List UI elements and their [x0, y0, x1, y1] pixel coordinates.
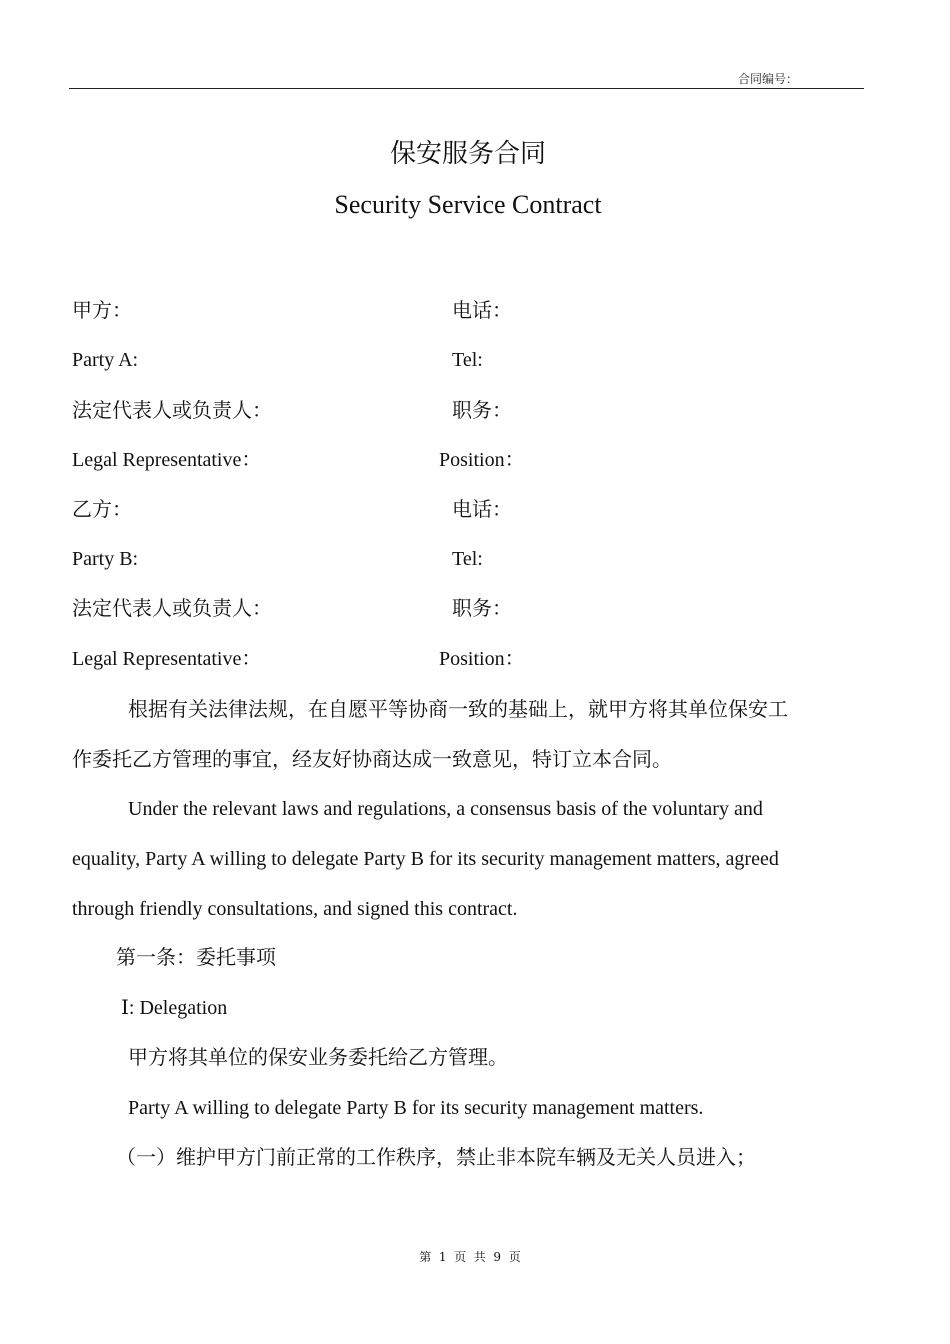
tel-b-label-en: Tel: [452, 548, 483, 570]
phone-a-label-cn: 电话： [452, 298, 512, 322]
article-1-heading-en: Ⅰ: Delegation [121, 997, 228, 1019]
preamble-cn-line: 根据有关法律法规，在自愿平等协商一致的基础上，就甲方将其单位保安工 [128, 697, 788, 721]
preamble-en-line: equality, Party A willing to delegate Party B for its security management matters, agreed [72, 848, 779, 870]
party-b-label-cn: 乙方： [72, 497, 132, 521]
position-a-label-en: Position： [439, 449, 525, 471]
position-b-label-en: Position： [439, 648, 525, 670]
legal-rep-a-label-cn: 法定代表人或负责人： [72, 398, 272, 422]
title-english: Security Service Contract [334, 190, 602, 219]
article-1-heading-cn: 第一条：委托事项 [116, 945, 276, 969]
preamble-cn-line: 作委托乙方管理的事宜，经友好协商达成一致意见，特订立本合同。 [72, 747, 672, 771]
preamble-english [72, 796, 862, 946]
party-b-label-en: Party B: [72, 548, 139, 570]
position-a-label-cn: 职务： [452, 398, 512, 422]
legal-rep-b-label-cn: 法定代表人或负责人： [72, 596, 272, 620]
party-a-label-en: Party A: [72, 349, 139, 371]
position-b-label-cn: 职务： [452, 596, 512, 620]
contract-number-label: 合同编号： [737, 72, 798, 86]
legal-rep-a-label-en: Legal Representative： [72, 449, 262, 471]
preamble-en-line: Under the relevant laws and regulations, a consensus basis of the voluntary and [128, 798, 763, 820]
header-divider [69, 88, 864, 89]
legal-rep-b-label-en: Legal Representative： [72, 648, 262, 670]
page-indicator: 第 1 页 共 9 页 [419, 1250, 521, 1264]
phone-b-label-cn: 电话： [452, 497, 512, 521]
party-a-label-cn: 甲方： [72, 298, 132, 322]
article-1-body-cn: 甲方将其单位的保安业务委托给乙方管理。 [128, 1045, 508, 1069]
preamble-en-line: through friendly consultations, and signed this contract. [72, 898, 518, 920]
article-1-item-1-cn: （一）维护甲方门前正常的工作秩序，禁止非本院车辆及无关人员进入； [116, 1145, 756, 1169]
preamble-chinese [72, 696, 862, 796]
article-1-body-en: Party A willing to delegate Party B for its security management matters. [128, 1097, 704, 1119]
tel-a-label-en: Tel: [452, 349, 483, 371]
title-chinese: 保安服务合同 [389, 139, 546, 169]
